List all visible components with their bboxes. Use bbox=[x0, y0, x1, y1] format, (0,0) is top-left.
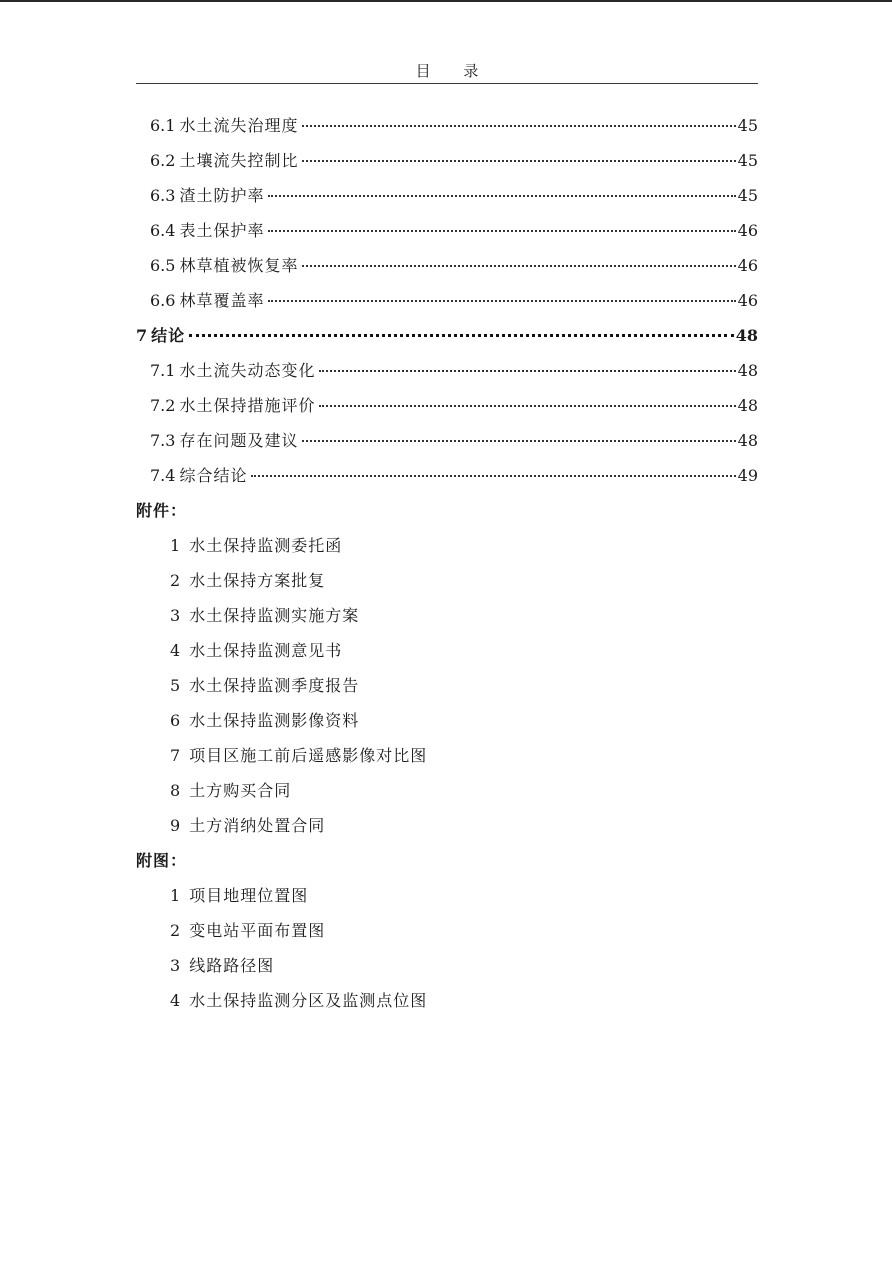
toc-entry-title: 结论 bbox=[151, 326, 186, 345]
toc-entry-page: 48 bbox=[735, 326, 758, 345]
figure-item-text: 线路路径图 bbox=[189, 956, 275, 975]
toc-entry-number: 7.2 bbox=[150, 396, 176, 415]
toc-entry-number: 6.5 bbox=[150, 256, 176, 275]
attachment-item-text: 水土保持监测实施方案 bbox=[189, 606, 360, 625]
toc-entry-title: 水土流失动态变化 bbox=[179, 361, 316, 380]
toc-entry-number: 7.4 bbox=[150, 466, 176, 485]
toc-entry-title: 土壤流失控制比 bbox=[179, 151, 299, 170]
table-of-contents bbox=[136, 108, 758, 1018]
attachment-item-text: 水土保持监测影像资料 bbox=[189, 711, 360, 730]
figure-item bbox=[136, 913, 758, 948]
toc-entry-title: 渣土防护率 bbox=[179, 186, 265, 205]
toc-entry-title: 林草植被恢复率 bbox=[179, 256, 299, 275]
attachment-item-text: 项目区施工前后遥感影像对比图 bbox=[189, 746, 428, 765]
toc-dot-leader bbox=[302, 264, 735, 267]
attachment-item-number: 2 bbox=[170, 571, 182, 590]
toc-entry-number: 6.6 bbox=[150, 291, 176, 310]
toc-entries bbox=[136, 108, 758, 493]
attachment-item-text: 水土保持监测委托函 bbox=[189, 536, 343, 555]
toc-entry-page: 45 bbox=[737, 116, 758, 135]
attachment-item-text: 水土保持方案批复 bbox=[189, 571, 326, 590]
attachment-item-text: 土方消纳处置合同 bbox=[189, 816, 326, 835]
toc-entry-page: 48 bbox=[737, 431, 758, 450]
toc-entry-page: 48 bbox=[737, 396, 758, 415]
toc-section-entry[interactable] bbox=[136, 388, 758, 423]
page-header-title: 目 录 bbox=[415, 62, 493, 80]
figure-item-text: 水土保持监测分区及监测点位图 bbox=[189, 991, 428, 1010]
toc-entry-title: 存在问题及建议 bbox=[179, 431, 299, 450]
attachment-item-text: 土方购买合同 bbox=[189, 781, 292, 800]
toc-entry-page: 48 bbox=[737, 361, 758, 380]
figures-list bbox=[136, 878, 758, 1018]
toc-dot-leader bbox=[189, 333, 734, 337]
attachment-item bbox=[136, 598, 758, 633]
toc-entry-page: 49 bbox=[737, 466, 758, 485]
toc-entry-page: 45 bbox=[737, 151, 758, 170]
toc-dot-leader bbox=[319, 404, 735, 407]
figures-heading: 附图： bbox=[136, 851, 188, 870]
attachment-item bbox=[136, 808, 758, 843]
toc-entry-number: 7.3 bbox=[150, 431, 176, 450]
toc-entry-number: 6.4 bbox=[150, 221, 176, 240]
figure-item-text: 变电站平面布置图 bbox=[189, 921, 326, 940]
toc-section-entry[interactable] bbox=[136, 458, 758, 493]
figure-item bbox=[136, 878, 758, 913]
toc-section-entry[interactable] bbox=[136, 108, 758, 143]
toc-entry-number: 7 bbox=[136, 326, 148, 345]
attachment-item-number: 4 bbox=[170, 641, 182, 660]
header-divider bbox=[136, 83, 758, 84]
figure-item-number: 3 bbox=[170, 956, 182, 975]
figure-item-number: 4 bbox=[170, 991, 182, 1010]
toc-section-entry[interactable] bbox=[136, 423, 758, 458]
toc-dot-leader bbox=[268, 299, 735, 302]
toc-entry-title: 水土流失治理度 bbox=[179, 116, 299, 135]
attachment-item bbox=[136, 773, 758, 808]
toc-dot-leader bbox=[268, 229, 735, 232]
attachment-item bbox=[136, 738, 758, 773]
figure-item bbox=[136, 948, 758, 983]
toc-dot-leader bbox=[302, 439, 735, 442]
toc-section-entry[interactable] bbox=[136, 178, 758, 213]
figure-item-text: 项目地理位置图 bbox=[189, 886, 309, 905]
toc-chapter-entry[interactable] bbox=[136, 318, 758, 353]
attachment-item bbox=[136, 668, 758, 703]
toc-entry-page: 46 bbox=[737, 256, 758, 275]
toc-dot-leader bbox=[251, 474, 735, 477]
figure-item bbox=[136, 983, 758, 1018]
attachment-item-number: 8 bbox=[170, 781, 182, 800]
toc-dot-leader bbox=[268, 194, 735, 197]
toc-section-entry[interactable] bbox=[136, 143, 758, 178]
toc-section-entry[interactable] bbox=[136, 283, 758, 318]
toc-entry-number: 6.1 bbox=[150, 116, 176, 135]
toc-entry-title: 林草覆盖率 bbox=[179, 291, 265, 310]
figure-item-number: 1 bbox=[170, 886, 182, 905]
attachment-item bbox=[136, 633, 758, 668]
attachment-item bbox=[136, 528, 758, 563]
attachment-item-number: 3 bbox=[170, 606, 182, 625]
attachment-item-number: 9 bbox=[170, 816, 182, 835]
toc-entry-title: 表土保护率 bbox=[179, 221, 265, 240]
attachments-heading: 附件： bbox=[136, 501, 188, 520]
toc-dot-leader bbox=[302, 124, 735, 127]
attachments-list bbox=[136, 528, 758, 843]
page-top-border bbox=[0, 0, 892, 2]
toc-section-entry[interactable] bbox=[136, 353, 758, 388]
attachment-item-text: 水土保持监测季度报告 bbox=[189, 676, 360, 695]
toc-dot-leader bbox=[302, 159, 735, 162]
attachment-item-text: 水土保持监测意见书 bbox=[189, 641, 343, 660]
toc-entry-title: 综合结论 bbox=[179, 466, 248, 485]
attachment-item-number: 7 bbox=[170, 746, 182, 765]
toc-section-entry[interactable] bbox=[136, 248, 758, 283]
toc-entry-page: 46 bbox=[737, 221, 758, 240]
attachment-item bbox=[136, 563, 758, 598]
toc-section-entry[interactable] bbox=[136, 213, 758, 248]
attachment-item-number: 5 bbox=[170, 676, 182, 695]
toc-dot-leader bbox=[319, 369, 735, 372]
toc-entry-number: 7.1 bbox=[150, 361, 176, 380]
toc-entry-number: 6.3 bbox=[150, 186, 176, 205]
toc-entry-title: 水土保持措施评价 bbox=[179, 396, 316, 415]
toc-entry-page: 45 bbox=[737, 186, 758, 205]
toc-entry-page: 46 bbox=[737, 291, 758, 310]
attachment-item-number: 1 bbox=[170, 536, 182, 555]
toc-entry-number: 6.2 bbox=[150, 151, 176, 170]
figure-item-number: 2 bbox=[170, 921, 182, 940]
attachment-item bbox=[136, 703, 758, 738]
attachment-item-number: 6 bbox=[170, 711, 182, 730]
